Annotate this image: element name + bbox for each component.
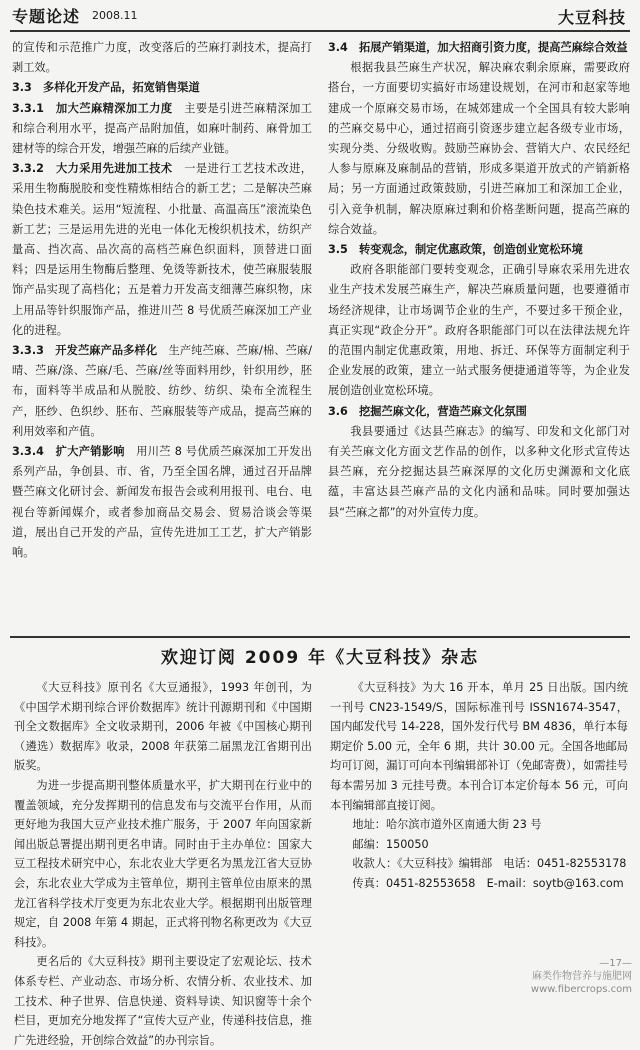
watermark-line-1: 麻类作物营养与施肥网 [532, 971, 632, 982]
intro-paragraph: 的宣传和示范推广力度，改变落后的苎麻打剥技术，提高打剥工效。 [12, 41, 312, 75]
section-3-4-body: 根据我县苎麻生产状况，解决麻农剩余原麻，需要政府搭台，一方面要切实搞好市场建设规划，在河市和赵家等地建成一个原麻交易市场，在城郊建成一个全国具有较大影响的苎麻交易中心，通过招商引资逐步建立起各级专业市场，实现分类、分级收购。鼓励苎麻协会、营销大户、农民经纪人参与原麻及麻制品的营销，形成多渠道开放式的产销新格局；另一方面通过政策鼓励，引进苎麻加工和深加工企业，引入竞争机制，解决原麻过剩和价格垄断问题，提高苎麻的综合效益。 [328, 61, 630, 236]
section-3-3-4 [12, 442, 312, 563]
section-3-3-2 [12, 159, 312, 341]
page-number: —17— [599, 958, 632, 969]
section-3-3-3-body: 生产纯苎麻、苎麻/棉、苎麻/晴、苎麻/涤、苎麻/毛、苎麻/丝等面料用纱，针织用纱，胚布，面料等半成品和从脱胶、纺纱、纺织、染布全流程生产，胚纱、色织纱、胚布、苎麻服装等产成品，提高苎麻的利用效率和产值。 [12, 344, 312, 438]
section-3-4-title: 3.4 拓展产销渠道，加大招商引资力度，提高苎麻综合效益 [328, 41, 628, 54]
left-column [12, 38, 312, 563]
section-3-3-title: 3.3 多样化开发产品，拓宽销售渠道 [12, 81, 200, 95]
subscription-paragraph-4: 《大豆科技》为大 16 开本，单月 25 日出版。国内统一刊号 CN23-1549/S，国际标准刊号 ISSN1674-3547，国内邮发代号 14-228，国外发行代号 BM 4836，单行本每期定价 5.00 元，全年 6 期，共计 30.00 元。全国各地邮局均可订阅，漏订可向本刊编辑部补订（免邮寄费），如需挂号每本需另加 3 元挂号费。本刊合订本定价每本 56 元，可向本刊编辑部直接订阅。 [330, 681, 628, 812]
right-column [328, 38, 630, 523]
section-3-3-1 [12, 99, 312, 160]
journal-title: 大豆科技 [557, 8, 626, 27]
subscription-paragraph-2: 为进一步提高期刊整体质量水平，扩大期刊在行业中的覆盖领域，充分发挥期刊的信息发布与交流平台作用，从而更好地为我国大豆产业技术推广服务，于 2007 年向国家新闻出版总署提出期刊更名申请。同时由于主办单位：国家大豆工程技术研究中心，东北农业大学更名为黑龙江省大豆协会，东北农业大学成为主管单位，期刊主管单位由原来的黑龙江省科学技术厅变更为东北农业大学。根据期刊出版管理规定，自 2008 年第 4 期起，正式将刊物名称更改为《大豆科技》。 [14, 778, 312, 949]
site-watermark [531, 957, 632, 996]
subscription-postcode: 邮编：150050 [352, 837, 429, 851]
issue-date: 2008.11 [92, 9, 138, 22]
subscription-left-column [14, 678, 312, 1050]
section-3-6-body: 我县要通过《达县苎麻志》的编写、印发和文化部门对有关苎麻文化方面文艺作品的创作，以多种文化形式宣传达县苎麻，充分挖掘达县苎麻深厚的文化历史渊源和文化底蕴，丰富达县苎麻产品的文化内涵和品味。同时要加强达县“苎麻之都”的对外宣传力度。 [328, 424, 630, 519]
subscription-right-column [330, 678, 628, 894]
section-3-5-body: 政府各职能部门要转变观念，正确引导麻农采用先进农业生产技术发展苎麻生产，解决苎麻质量问题，也要遵循市场经济规律，让市场调节企业的生产，不要过多干预企业，真正实现“政企分开”。政府各职能部门可以在法律法规允许的范围内制定优惠政策，用地、拆迁、环保等方面制定利于企业发展的政策，建立一站式服务便捷通道等等，为企业发展创造创业宽松环境。 [328, 263, 630, 398]
watermark-line-2: www.fibercrops.com [530, 984, 632, 995]
header-rule [10, 30, 630, 32]
subscription-paragraph-3: 更名后的《大豆科技》期刊主要设定了宏观论坛、技术体系专栏、产业动态、市场分析、农情分析、农业技术、加工技术、种子世界、信息快递、资料导读、知识窗等十余个栏目，更加充分地发挥了“宣传大豆产业，传递科技信息，推广先进经验，开创综合效益”的办刊宗旨。 [14, 955, 312, 1047]
subscription-divider [10, 636, 630, 638]
subscription-contact: 传真：0451-82553658 E-mail：soytb@163.com [352, 876, 624, 890]
section-3-3-4-body: 用川苎 8 号优质苎麻深加工开发出系列产品，争创县、市、省，乃至全国名牌，通过召开品牌暨苎麻文化研讨会、新闻发布报告会或利用报刊、电台、电视台等新闻媒介，或者参加商品交易会、贸易洽谈会等渠道，展出自己开发的产品，宣传先进加工工艺，扩大产销影响。 [12, 445, 312, 560]
subscription-paragraph-1: 《大豆科技》原刊名《大豆通报》，1993 年创刊，为《中国学术期刊综合评价数据库》统计刊源期刊和《中国期刊全文数据库》全文收录期刊，2006 年被《中国核心期刊（遴选）数据库》收录，2008 年获第二届黑龙江省期刊出版奖。 [14, 681, 312, 773]
section-label: 专题论述 [12, 7, 81, 26]
section-3-6-title: 3.6 挖掘苎麻文化，营造苎麻文化氛围 [328, 404, 527, 418]
section-3-3-3-head: 3.3.3 开发苎麻产品多样化 [12, 344, 158, 358]
section-3-3-3 [12, 341, 312, 442]
subscription-address: 地址：哈尔滨市道外区南通大街 23 号 [352, 818, 542, 832]
page-header [0, 0, 640, 34]
section-3-3-4-head: 3.3.4 扩大产销影响 [12, 445, 125, 459]
section-3-5-title: 3.5 转变观念，制定优惠政策，创造创业宽松环境 [328, 243, 583, 257]
section-3-3-1-body: 主要是引进苎麻精深加工和综合利用水平，提高产品附加值，如麻叶制药、麻骨加工建材等的综合开发，增强苎麻的后续产业链。 [12, 101, 312, 156]
subscription-title: 欢迎订阅 2009 年《大豆科技》杂志 [160, 648, 480, 668]
section-3-3-2-body: 一是进行工艺技术改进，采用生物酶脱胶和变性精炼相结合的新工艺；二是解决苎麻染色技术难关。运用“短流程、小批量、高温高压”滚流染色新工艺；三是运用先进的光电一体化无梭织机技术，纺织产量高、挡次高、品次高的高档苎麻色织面料，顶替进口面料；四是运用生物酶后整理、免烫等新技术，使苎麻服装服饰产品实现了高档化；五是着力开发高支细薄苎麻织物，床上用品等针织服饰产品，推进川苎 8 号优质苎麻深加工产业化的进程。 [12, 162, 312, 337]
subscription-receiver: 收款人：《大豆科技》编辑部 电话：0451-82553178 [352, 857, 627, 871]
section-3-3-1-head: 3.3.1 加大苎麻精深加工力度 [12, 101, 173, 115]
section-3-3-2-head: 3.3.2 大力采用先进加工技术 [12, 162, 173, 176]
